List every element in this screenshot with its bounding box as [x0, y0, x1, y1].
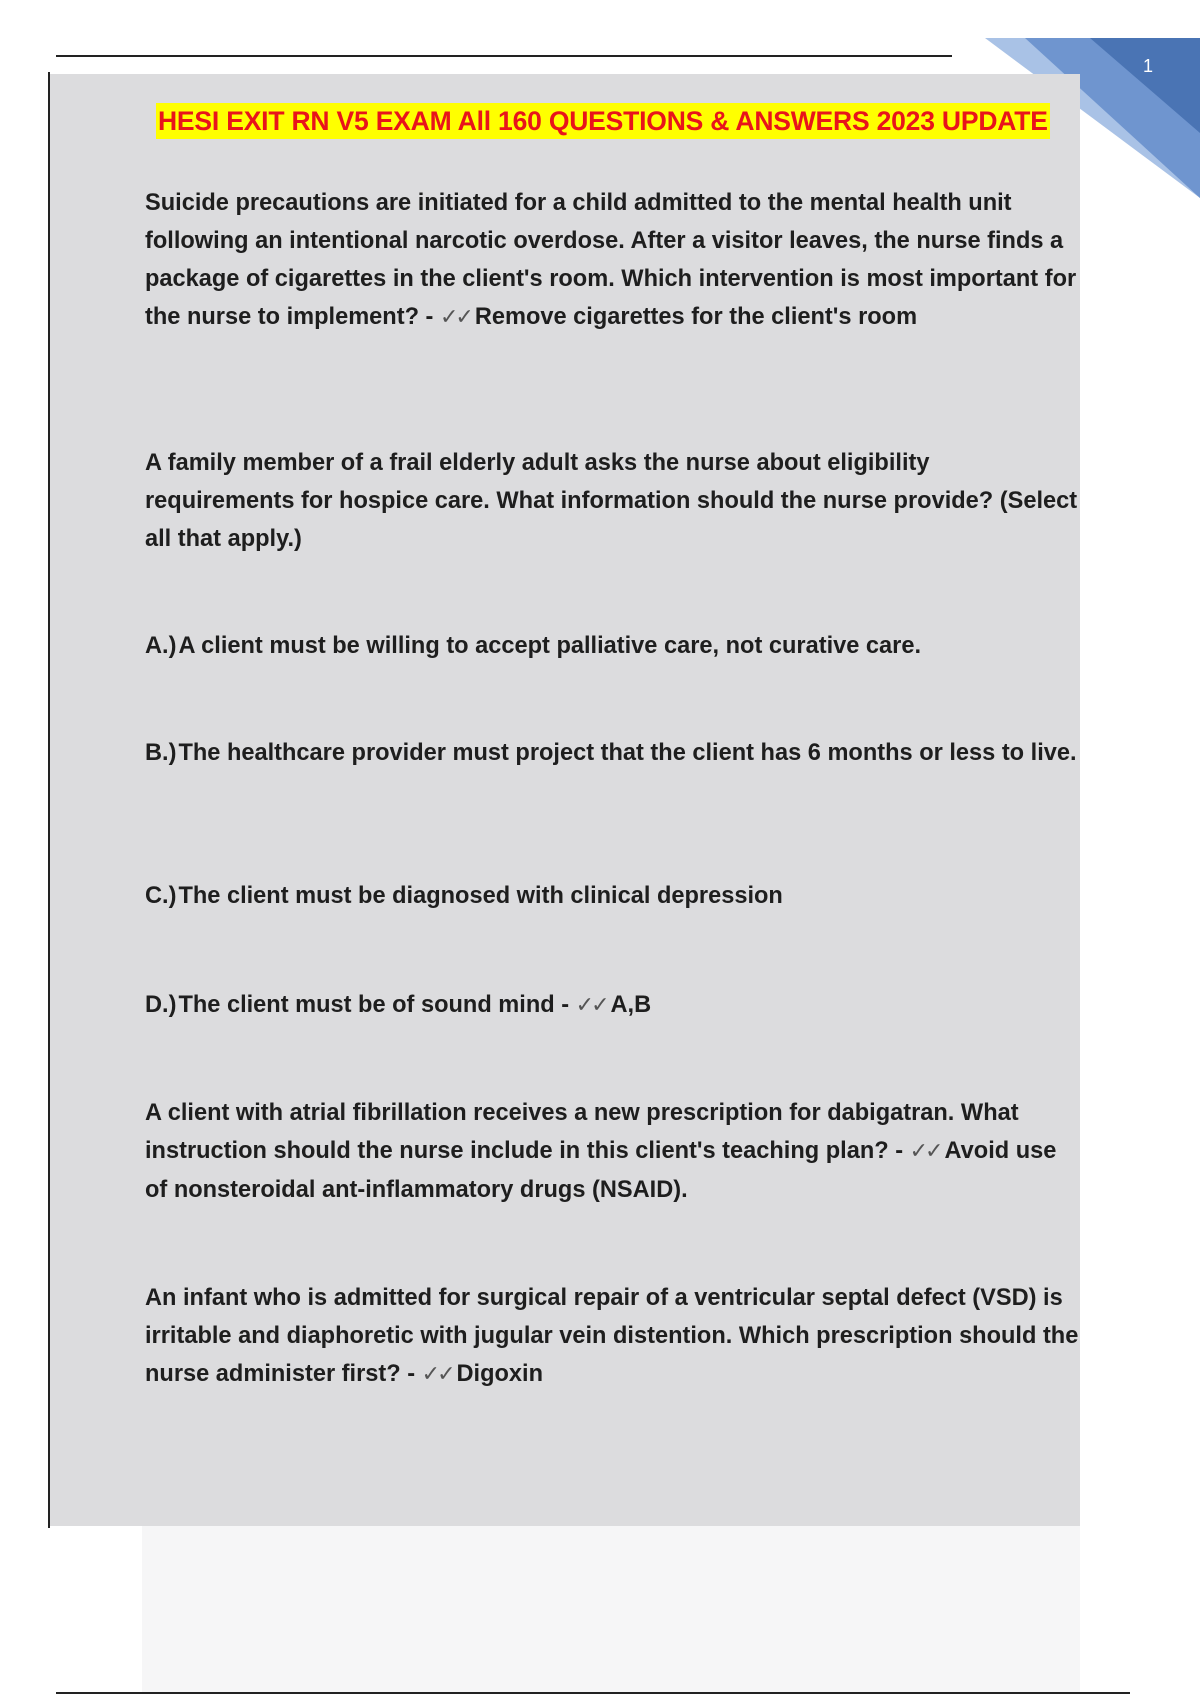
document-title: HESI EXIT RN V5 EXAM All 160 QUESTIONS & ANSWERS 2023 UPDATE — [156, 103, 1050, 139]
double-check-icon: ✓✓ — [575, 993, 607, 1018]
double-check-icon: ✓✓ — [909, 1139, 941, 1164]
footer-rule — [56, 1692, 1130, 1694]
option-c — [145, 877, 1080, 915]
question-text: A family member of a frail elderly adult asks the nurse about eligibility requirements for hospice care. What information should the nurse provide? (Select all that apply.) — [145, 450, 1078, 552]
option-b — [145, 734, 1080, 772]
double-check-icon: ✓✓ — [439, 305, 471, 330]
option-letter: C.) — [145, 883, 177, 909]
question-1 — [145, 184, 1080, 337]
option-d — [145, 986, 1080, 1025]
question-text: An infant who is admitted for surgical repair of a ventricular septal defect (VSD) is irritable and diaphoretic with jugular vein distention. Which prescription should the nurse administer first? - — [145, 1285, 1079, 1387]
question-4 — [145, 1279, 1080, 1394]
option-letter: B.) — [145, 740, 177, 766]
question-text: Suicide precautions are initiated for a child admitted to the mental health unit following an intentional narcotic overdose. After a visitor leaves, the nurse finds a package of cigarettes in the client's room. Which intervention is most important for the nurse to implement? - — [145, 190, 1077, 330]
question-text: A client with atrial fibrillation receives a new prescription for dabigatran. What instruction should the nurse include in this client's teaching plan? - — [145, 1100, 1019, 1164]
page-number: 1 — [1142, 56, 1153, 76]
lower-panel — [142, 1526, 1080, 1692]
answer-text: Avoid use of nonsteroidal ant-inflammatory drugs (NSAID). — [145, 1138, 1057, 1203]
question-2 — [145, 444, 1080, 558]
option-text: The client must be of sound mind - — [178, 992, 570, 1018]
option-letter: D.) — [145, 992, 177, 1018]
option-a — [145, 627, 1080, 665]
answer-text: Remove cigarettes for the client's room — [474, 304, 918, 330]
question-3 — [145, 1094, 1080, 1209]
option-letter: A.) — [145, 633, 177, 659]
header-rule — [56, 55, 952, 57]
answer-text: Digoxin — [456, 1361, 544, 1387]
option-text: The client must be diagnosed with clinical depression — [178, 883, 783, 909]
option-text: The healthcare provider must project that the client has 6 months or less to live. — [178, 740, 1077, 766]
answer-text: A,B — [610, 992, 652, 1018]
double-check-icon: ✓✓ — [421, 1362, 453, 1387]
option-text: A client must be willing to accept palliative care, not curative care. — [178, 633, 922, 659]
